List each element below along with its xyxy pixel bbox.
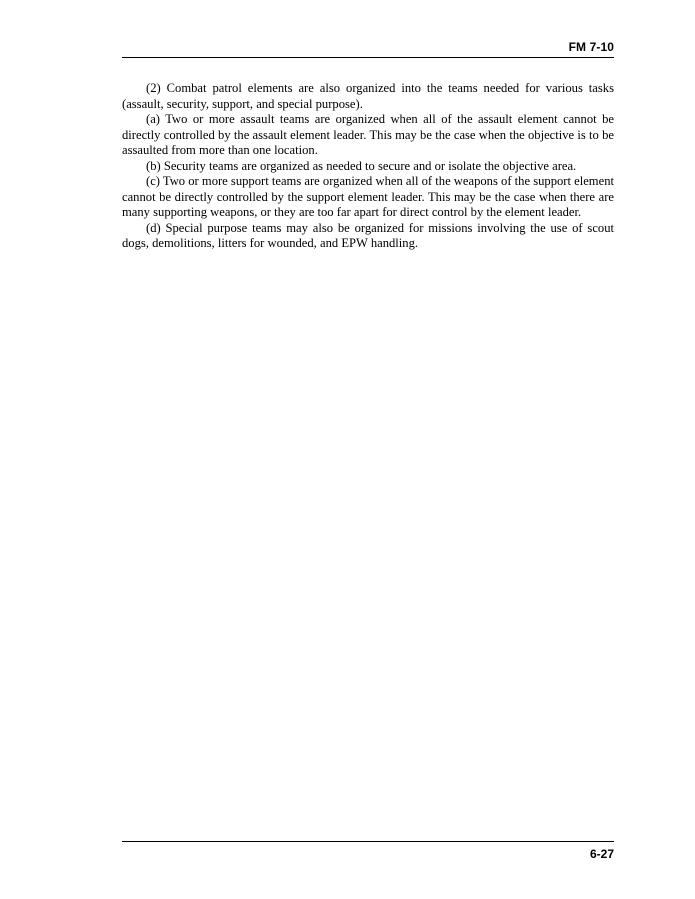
paragraph-combat-patrol-elements: (2) Combat patrol elements are also organized into the teams needed for various tasks (assault, security, support, and special purpose). [122, 81, 614, 111]
body-text [122, 81, 614, 252]
page-header [122, 37, 614, 58]
paragraph-security-teams: (b) Security teams are organized as needed to secure and or isolate the objective area. [146, 158, 577, 173]
paragraph-special-purpose-teams: (d) Special purpose teams may also be organized for missions involving the use of scout dogs, demolitions, litters for wounded, and EPW handling. [122, 220, 614, 250]
paragraph-support-teams: (c) Two or more support teams are organized when all of the weapons of the support element cannot be directly controlled by the support element leader. This may be the case when there are many supporting weapons, or they are too far apart for direct control by the element leader. [122, 174, 614, 219]
page-number: 6-27 [589, 847, 614, 861]
document-id: FM 7-10 [568, 40, 614, 54]
paragraph-assault-teams: (a) Two or more assault teams are organized when all of the assault element cannot be directly controlled by the assault element leader. This may be the case when the objective is to be assaulted from more than one location. [122, 112, 614, 157]
page-footer [122, 841, 614, 862]
